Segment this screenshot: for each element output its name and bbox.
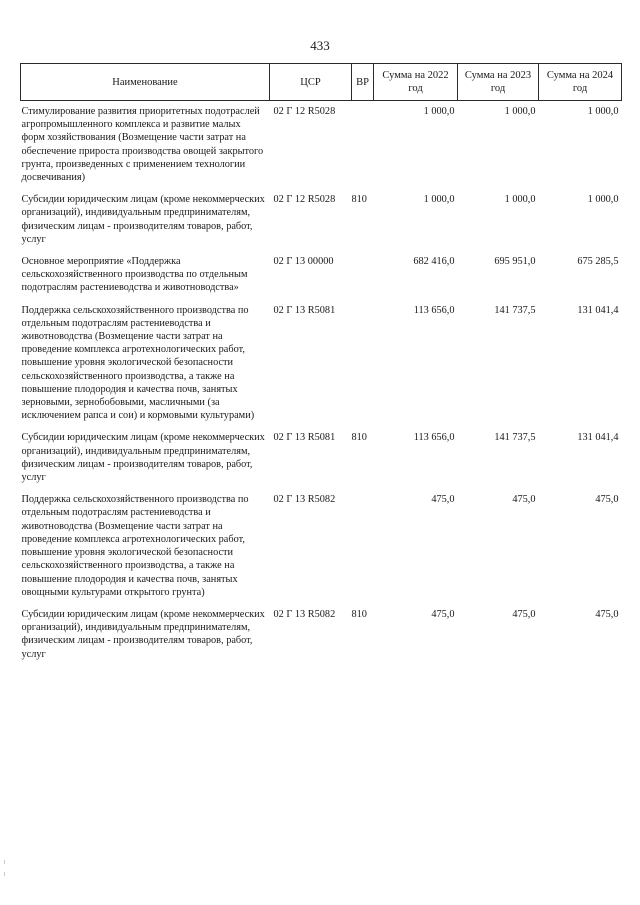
row-csr: 02 Г 13 R5081 bbox=[273, 432, 336, 444]
row-name: Субсидии юридическим лицам (кроме некоммерческих организаций), индивидуальным предпринимателям, физическим лицам - производителям товаров, работ, услуг bbox=[21, 194, 265, 245]
table-row bbox=[21, 304, 622, 432]
row-sum-2022: 113 656,0 bbox=[413, 432, 455, 444]
table-row bbox=[21, 608, 622, 670]
table-row bbox=[21, 493, 622, 608]
row-sum-2023: 141 737,5 bbox=[494, 304, 536, 316]
header-csr: ЦСР bbox=[270, 64, 352, 101]
row-csr: 02 Г 13 00000 bbox=[273, 256, 334, 268]
row-sum-2022: 682 416,0 bbox=[413, 256, 455, 268]
table-row bbox=[21, 193, 622, 255]
row-sum-2023: 475,0 bbox=[512, 494, 536, 506]
row-sum-2022: 1 000,0 bbox=[423, 194, 455, 206]
row-sum-2022: 475,0 bbox=[431, 608, 455, 620]
row-sum-2023: 695 951,0 bbox=[494, 256, 536, 268]
budget-table bbox=[20, 63, 622, 670]
row-name: Субсидии юридическим лицам (кроме некоммерческих организаций), индивидуальным предпринимателям, физическим лицам - производителям товаров, работ, услуг bbox=[21, 608, 265, 660]
row-vr bbox=[352, 493, 374, 608]
row-sum-2023: 475,0 bbox=[512, 608, 536, 620]
row-sum-2023: 1 000,0 bbox=[504, 194, 536, 206]
row-name: Поддержка сельскохозяйственного производства по отдельным подотраслям растениеводства и животноводства (Возмещение части затрат на проведение комплекса агротехнологических работ, повышение уровня экологической безопасности сельскохозяйственного производства, а также на повышение плодородия и качества почв, занятых зерновыми, зернобобовыми, масличными (за исключением рапса и сои) и кормовыми культурами) bbox=[21, 304, 255, 422]
row-csr: 02 Г 13 R5082 bbox=[273, 494, 336, 506]
table-row bbox=[21, 101, 622, 194]
row-sum-2024: 675 285,5 bbox=[577, 256, 619, 268]
row-vr: 810 bbox=[351, 432, 367, 444]
row-sum-2024: 475,0 bbox=[595, 494, 619, 506]
row-sum-2022: 475,0 bbox=[431, 494, 455, 506]
row-sum-2024: 1 000,0 bbox=[587, 106, 619, 117]
page-number: 433 bbox=[310, 38, 330, 53]
row-vr bbox=[352, 101, 374, 194]
table-row bbox=[21, 431, 622, 493]
row-sum-2024: 1 000,0 bbox=[587, 194, 619, 206]
row-csr: 02 Г 12 R5028 bbox=[273, 106, 336, 117]
header-vr: ВР bbox=[352, 64, 374, 101]
row-name: Поддержка сельскохозяйственного производства по отдельным подотраслям растениеводства и животноводства (Возмещение части затрат на проведение комплекса агротехнологических работ, повышение уровня экологической безопасности сельскохозяйственного производства, а также на повышение плодородия и качества почв, занятых овощными культурами открытого грунта) bbox=[21, 494, 249, 598]
row-vr: 810 bbox=[351, 194, 367, 206]
table-row bbox=[21, 255, 622, 304]
table-header-row bbox=[21, 64, 622, 101]
row-name: Субсидии юридическим лицам (кроме некоммерческих организаций), индивидуальным предпринимателям, физическим лицам - производителям товаров, работ, услуг bbox=[21, 432, 265, 484]
row-sum-2023: 141 737,5 bbox=[494, 432, 536, 444]
row-sum-2024: 131 041,4 bbox=[577, 304, 619, 316]
row-csr: 02 Г 13 R5082 bbox=[273, 608, 336, 620]
header-name: Наименование bbox=[21, 64, 270, 101]
row-sum-2022: 113 656,0 bbox=[413, 304, 455, 316]
scan-artifact-mark bbox=[4, 860, 5, 864]
scan-artifact-mark bbox=[4, 872, 5, 876]
row-vr bbox=[352, 304, 374, 432]
row-csr: 02 Г 13 R5081 bbox=[273, 304, 336, 316]
row-csr: 02 Г 12 R5028 bbox=[273, 194, 336, 206]
row-vr: 810 bbox=[351, 608, 367, 620]
row-sum-2023: 1 000,0 bbox=[504, 106, 536, 117]
row-sum-2024: 131 041,4 bbox=[577, 432, 619, 444]
header-sum-2024: Сумма на 2024 год bbox=[539, 64, 622, 101]
row-sum-2024: 475,0 bbox=[595, 608, 619, 620]
header-sum-2022: Сумма на 2022 год bbox=[374, 64, 458, 101]
row-sum-2022: 1 000,0 bbox=[423, 106, 455, 117]
row-vr bbox=[352, 255, 374, 304]
row-name: Стимулирование развития приоритетных подотраслей агропромышленного комплекса и развитие малых форм хозяйствования (Возмещение части затрат на обеспечение прироста производства овощей закрытого грунта, произведенных с применением технологии досвечивания) bbox=[21, 106, 264, 184]
header-sum-2023: Сумма на 2023 год bbox=[458, 64, 539, 101]
row-name: Основное мероприятие «Поддержка сельскохозяйственного производства по отдельным подотраслям растениеводства и животноводства» bbox=[21, 256, 248, 294]
